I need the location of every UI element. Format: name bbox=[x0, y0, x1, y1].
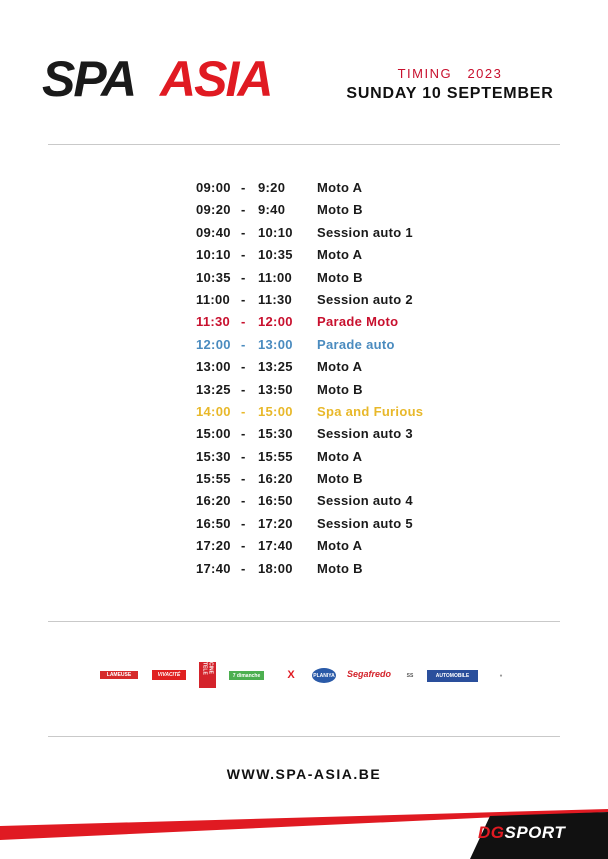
end-time: 9:40 bbox=[258, 202, 286, 218]
session-label: Session auto 5 bbox=[317, 515, 413, 531]
end-time: 11:00 bbox=[258, 269, 293, 285]
session-label: Parade auto bbox=[317, 336, 395, 352]
schedule-row bbox=[196, 382, 476, 404]
schedule-row bbox=[196, 292, 476, 314]
time-separator: - bbox=[241, 269, 246, 285]
start-time: 15:00 bbox=[196, 426, 231, 442]
time-separator: - bbox=[241, 314, 246, 330]
session-label: Moto B bbox=[317, 560, 363, 576]
start-time: 16:20 bbox=[196, 493, 231, 509]
start-time: 09:20 bbox=[196, 202, 231, 218]
start-time: 17:20 bbox=[196, 538, 231, 554]
start-time: 11:30 bbox=[196, 314, 231, 330]
sponsor-tv-logo: 7 dimanche bbox=[229, 671, 264, 680]
start-time: 11:00 bbox=[196, 291, 231, 307]
timing-label bbox=[340, 66, 560, 81]
start-time: 16:50 bbox=[196, 515, 231, 531]
time-separator: - bbox=[241, 291, 246, 307]
start-time: 15:30 bbox=[196, 448, 231, 464]
schedule-row bbox=[196, 202, 476, 224]
dg-sport-logo bbox=[478, 823, 565, 843]
start-time: 12:00 bbox=[196, 336, 231, 352]
logo-asia-text: ASIA bbox=[160, 52, 272, 104]
end-time: 13:00 bbox=[258, 336, 293, 352]
session-label: Session auto 3 bbox=[317, 426, 413, 442]
session-label: Moto B bbox=[317, 202, 363, 218]
schedule-row bbox=[196, 404, 476, 426]
sponsor-ss-logo: SS bbox=[406, 673, 414, 679]
session-label: Moto B bbox=[317, 471, 363, 487]
timing-year: 2023 bbox=[467, 66, 503, 81]
time-separator: - bbox=[241, 381, 246, 397]
schedule-row bbox=[196, 561, 476, 583]
time-separator: - bbox=[241, 224, 246, 240]
schedule-row bbox=[196, 225, 476, 247]
time-separator: - bbox=[241, 247, 246, 263]
start-time: 09:00 bbox=[196, 180, 231, 195]
time-separator: - bbox=[241, 448, 246, 464]
start-time: 13:25 bbox=[196, 381, 231, 397]
sponsor-planiya-logo: PLANIYA bbox=[312, 668, 336, 683]
end-time: 9:20 bbox=[258, 180, 286, 195]
start-time: 10:10 bbox=[196, 247, 231, 263]
end-time: 16:50 bbox=[258, 493, 293, 509]
start-time: 13:00 bbox=[196, 359, 231, 375]
logo-spa-text: SPA bbox=[42, 52, 136, 104]
time-separator: - bbox=[241, 538, 246, 554]
schedule-row bbox=[196, 247, 476, 269]
session-label: Session auto 2 bbox=[317, 291, 413, 307]
schedule-row bbox=[196, 449, 476, 471]
bottom-divider bbox=[48, 736, 560, 737]
schedule-row bbox=[196, 314, 476, 336]
schedule-row bbox=[196, 493, 476, 515]
top-divider bbox=[48, 144, 560, 145]
time-separator: - bbox=[241, 515, 246, 531]
sponsor-automobile-logo: AUTOMOBILE bbox=[427, 670, 478, 682]
time-separator: - bbox=[241, 359, 246, 375]
sponsor-last-logo: ● bbox=[499, 673, 503, 679]
sponsor-cine-logo: CINE TELE bbox=[199, 662, 216, 688]
session-label: Moto B bbox=[317, 381, 363, 397]
middle-divider bbox=[48, 621, 560, 622]
session-label: Moto A bbox=[317, 448, 363, 464]
session-label: Parade Moto bbox=[317, 314, 399, 330]
timing-word: TIMING bbox=[397, 66, 453, 81]
session-label: Moto A bbox=[317, 359, 363, 375]
time-separator: - bbox=[241, 336, 246, 352]
end-time: 10:10 bbox=[258, 224, 293, 240]
schedule-list bbox=[196, 180, 476, 583]
end-time: 11:30 bbox=[258, 291, 293, 307]
start-time: 10:35 bbox=[196, 269, 231, 285]
dg-logo-sport: SPORT bbox=[504, 823, 566, 842]
end-time: 15:00 bbox=[258, 403, 293, 419]
start-time: 15:55 bbox=[196, 471, 231, 487]
schedule-row bbox=[196, 270, 476, 292]
end-time: 16:20 bbox=[258, 471, 293, 487]
sponsor-lameuse-logo: LAMEUSE bbox=[100, 671, 138, 679]
schedule-row bbox=[196, 337, 476, 359]
end-time: 12:00 bbox=[258, 314, 293, 330]
schedule-row bbox=[196, 359, 476, 381]
sponsor-segafredo-logo: Segafredo bbox=[346, 669, 391, 679]
session-label: Spa and Furious bbox=[317, 403, 424, 419]
session-label: Moto A bbox=[317, 180, 363, 195]
end-time: 17:20 bbox=[258, 515, 293, 531]
start-time: 09:40 bbox=[196, 224, 231, 240]
end-time: 17:40 bbox=[258, 538, 293, 554]
time-separator: - bbox=[241, 471, 246, 487]
time-separator: - bbox=[241, 180, 246, 195]
time-separator: - bbox=[241, 560, 246, 576]
schedule-row bbox=[196, 538, 476, 560]
start-time: 14:00 bbox=[196, 403, 231, 419]
end-time: 13:50 bbox=[258, 381, 293, 397]
end-time: 18:00 bbox=[258, 560, 293, 576]
spa-asia-logo bbox=[40, 52, 300, 104]
end-time: 10:35 bbox=[258, 247, 293, 263]
session-label: Moto B bbox=[317, 269, 363, 285]
sponsor-vivacite-logo: VIVACITÉ bbox=[152, 670, 186, 680]
time-separator: - bbox=[241, 493, 246, 509]
time-separator: - bbox=[241, 403, 246, 419]
schedule-row bbox=[196, 516, 476, 538]
sponsor-logos bbox=[96, 660, 516, 692]
end-time: 15:30 bbox=[258, 426, 293, 442]
sponsor-x-logo: X bbox=[287, 669, 295, 681]
website-url[interactable]: WWW.SPA-ASIA.BE bbox=[226, 766, 382, 782]
end-time: 15:55 bbox=[258, 448, 293, 464]
schedule-row bbox=[196, 471, 476, 493]
schedule-row bbox=[196, 180, 476, 202]
start-time: 17:40 bbox=[196, 560, 231, 576]
event-date: SUNDAY 10 SEPTEMBER bbox=[346, 85, 554, 102]
dg-logo-dg: DG bbox=[478, 823, 505, 842]
session-label: Moto A bbox=[317, 538, 363, 554]
session-label: Session auto 1 bbox=[317, 224, 413, 240]
end-time: 13:25 bbox=[258, 359, 293, 375]
time-separator: - bbox=[241, 202, 246, 218]
time-separator: - bbox=[241, 426, 246, 442]
schedule-row bbox=[196, 426, 476, 448]
session-label: Session auto 4 bbox=[317, 493, 413, 509]
session-label: Moto A bbox=[317, 247, 363, 263]
